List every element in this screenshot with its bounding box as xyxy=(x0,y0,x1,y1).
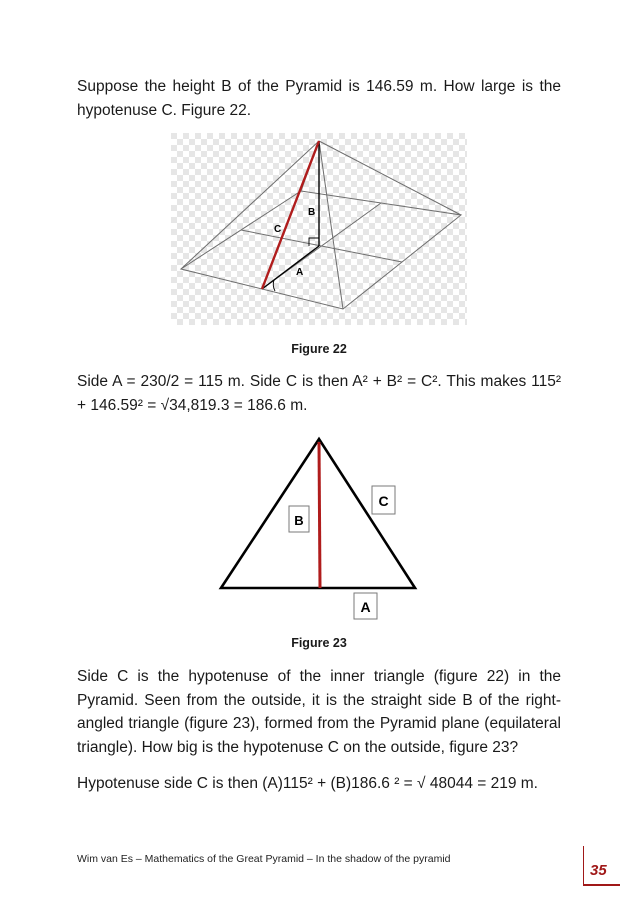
fig22-label-b: B xyxy=(308,207,316,218)
figure-23-triangle-diagram xyxy=(212,432,428,624)
fig23-label-a: A xyxy=(360,599,371,615)
figure-22-svg xyxy=(171,133,467,325)
figure-23-svg xyxy=(212,432,428,624)
figure-22-caption: Figure 22 xyxy=(291,342,347,356)
result-paragraph: Hypotenuse side C is then (A)115² + (B)186.6 ² = √ 48044 = 219 m. xyxy=(77,775,538,792)
intro-paragraph: Suppose the height B of the Pyramid is 146.59 m. How large is the hypotenuse C. Figure 22. xyxy=(77,78,561,119)
figure-23-caption: Figure 23 xyxy=(291,636,347,650)
fig23-label-b: B xyxy=(294,513,304,528)
page-footer: Wim van Es – Mathematics of the Great Pyramid – In the shadow of the pyramid xyxy=(77,853,451,865)
fig22-label-c: C xyxy=(274,224,282,235)
height-b-line xyxy=(319,442,320,588)
fig23-label-c: C xyxy=(378,493,389,509)
side-calc-paragraph: Side A = 230/2 = 115 m. Side C is then A² + B² = C². This makes 115² + 146.59² = √34,819.3 = 186.6 m. xyxy=(77,373,561,414)
figure-22-pyramid-diagram xyxy=(171,133,467,325)
page-number: 35 xyxy=(590,862,607,879)
hypotenuse-paragraph: Side C is the hypotenuse of the inner triangle (figure 22) in the Pyramid. Seen from the outside, it is the straight side B of the right-angled triangle (figure 23), formed from the Pyramid plane (equilateral triangle). How big is the hypotenuse C on the outside, figure 23? xyxy=(77,668,561,756)
fig22-label-a: A xyxy=(296,267,304,278)
